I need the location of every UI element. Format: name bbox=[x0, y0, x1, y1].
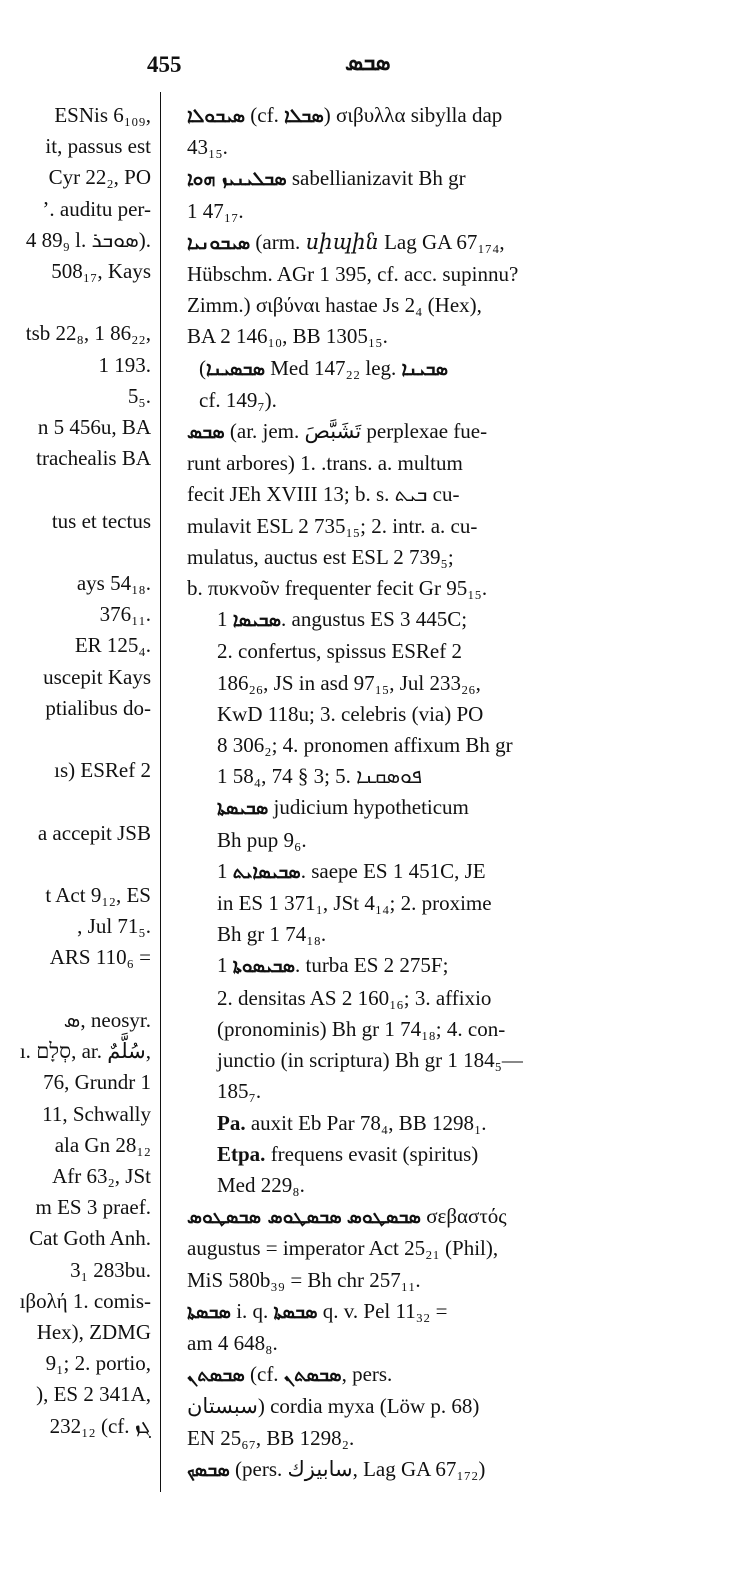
left-column-line: 11, Schwally bbox=[42, 1101, 151, 1126]
left-column-line: ıβολή 1. comis- bbox=[19, 1288, 151, 1313]
syriac-headword: ܣܒܝܣܘܬܐ bbox=[232, 955, 295, 978]
entry-line: 8 306₂; 4. pronomen affixum Bh gr bbox=[217, 733, 513, 758]
left-column-line bbox=[0, 537, 152, 568]
left-column-line: 1 193. bbox=[98, 352, 151, 377]
left-column-line: 9₁; 2. portio, bbox=[45, 1351, 151, 1376]
entry-line: Zimm.) σιβύναι hastae Js 2₄ (Hex), bbox=[187, 293, 482, 318]
left-column-line: ܣ, neosyr. bbox=[63, 1007, 151, 1032]
left-column-line: 5₅. bbox=[127, 383, 151, 408]
left-column-line: a accepit JSB bbox=[37, 820, 151, 845]
left-column-line: ıs) ESRef 2 bbox=[54, 758, 151, 783]
left-column-line: t Act 9₁₂, ES bbox=[45, 883, 151, 908]
left-column-line: trachealis BA bbox=[36, 446, 151, 471]
left-column bbox=[0, 100, 152, 1580]
syriac-headword: ܣܒܣܛܘܣ bbox=[346, 1206, 421, 1229]
left-column-line: 76, Grundr 1 bbox=[43, 1070, 151, 1095]
left-column-line: 232₁₂ (cf. ܓܙ bbox=[49, 1413, 151, 1438]
left-column-line: m ES 3 praef. bbox=[35, 1195, 151, 1220]
entry-sbsk-line: ܣܒܣܟ (pers. سابيزك, Lag GA 67₁₇₂) bbox=[187, 1456, 486, 1481]
left-column-line: ESNis 6₁₀₉, bbox=[54, 103, 151, 127]
left-column-line: Afr 63₂, JSt bbox=[52, 1163, 151, 1188]
left-column-line bbox=[0, 287, 152, 318]
entry-sbs-line: ܣܒܣ (ar. jem. تَشَبَّصَ perplexae fue- bbox=[187, 419, 488, 444]
entry-line: 186₂₆, JS in asd 97₁₅, Jul 233₂₆, bbox=[217, 670, 481, 695]
left-column-line: ala Gn 28₁₂ bbox=[54, 1132, 151, 1157]
entry-line: 2. densitas AS 2 160₁₆; 3. affixio bbox=[217, 985, 492, 1010]
entry-line: MiS 580b₃₉ = Bh chr 257₁₁. bbox=[187, 1267, 421, 1292]
syriac-headword: ܣܒܠܝܢܝܙ ܗܘܐ bbox=[187, 168, 287, 191]
left-column-line: 4 89₉ l. ܣܘܒܪ). bbox=[25, 227, 151, 252]
left-column-line: 3₁ 283bu. bbox=[70, 1257, 151, 1282]
left-column-line bbox=[0, 724, 152, 755]
left-column-line bbox=[0, 474, 152, 505]
entry-line: 1 58₄, 74 § 3; 5. ܦܘܣܩܢܐ bbox=[217, 764, 422, 789]
entry-sibynai-line: ܣܝܒܘܢܝܐ (arm. սիպին Lag GA 67₁₇₄, bbox=[187, 229, 505, 254]
syriac-headword: ܣܒܣܬܢ bbox=[187, 1364, 245, 1387]
entry-sbsta-line: ܣܒܣܬܐ i. q. ܣܒܣܬܐ q. v. Pel 11₃₂ = bbox=[187, 1298, 448, 1323]
entry-line: am 4 648₈. bbox=[187, 1330, 278, 1355]
entry-sbisa-line: ܣܒܝܣܐ 1. angustus ES 3 445C; bbox=[217, 607, 468, 632]
left-column-line: Hex), ZDMG bbox=[36, 1319, 151, 1344]
entry-sibylla-line: ܣܝܒܘܠܐ (cf. ܣܒܠܐ) σιβυλλα sibylla dap bbox=[187, 103, 503, 127]
entry-line: mulatus, auctus est ESL 2 739₅; bbox=[187, 544, 454, 569]
entry-line: fecit JEh XVIII 13; b. s. ܒܝܬ cu- bbox=[187, 482, 460, 507]
entry-line: EN 25₆₇, BB 1298₂. bbox=[187, 1425, 355, 1450]
entry-line: KwD 118u; 3. celebris (via) PO bbox=[217, 701, 484, 726]
left-column-line: n 5 456u, BA bbox=[37, 415, 151, 440]
syriac-headword: ܣܒܝܣܐܝܬ bbox=[232, 860, 301, 883]
left-column-line: ʼ. auditu per- bbox=[42, 196, 151, 221]
entry-line: 185₇. bbox=[217, 1079, 262, 1104]
entry-line: (ܣܒܣܝܢܐ Med 147₂₂ leg. ܣܒܝܢܐ bbox=[199, 355, 449, 380]
entry-line: (pronominis) Bh gr 1 74₁₈; 4. con- bbox=[217, 1016, 506, 1041]
entry-line: cf. 149₇). bbox=[199, 387, 277, 412]
syriac-headword: ܣܒܣܬܐ bbox=[187, 1300, 231, 1323]
entry-pa-line: Pa. auxit Eb Par 78₄, BB 1298₁. bbox=[217, 1110, 487, 1135]
entry-line: ܣܒܝܣܬܐ judicium hypotheticum bbox=[217, 795, 469, 820]
right-column bbox=[187, 100, 580, 1580]
left-column-line: ARS 110₆ = bbox=[49, 945, 151, 970]
entry-sabell-line: ܣܒܠܝܢܝܙ ܗܘܐ sabellianizavit Bh gr bbox=[187, 166, 466, 191]
syriac-headword: ܣܒܣ bbox=[187, 421, 225, 444]
column-divider bbox=[160, 92, 161, 1492]
syriac-headword: ܣܒܝܣܐ bbox=[232, 609, 282, 632]
left-column-line bbox=[0, 974, 152, 1005]
entry-line: in ES 1 371₁, JSt 4₁₄; 2. proxime bbox=[217, 891, 492, 916]
entry-sebastos-line: ܣܒܣܛܘܣ ܣܒܣܛܘܣ ܣܒܣܛܘܣ σεβαστός bbox=[187, 1204, 507, 1229]
stem-label: Pa. bbox=[217, 1110, 246, 1135]
entry-sbisait-line: ܣܒܝܣܐܝܬ 1. saepe ES 1 451C, JE bbox=[217, 858, 486, 883]
left-column-line bbox=[0, 786, 152, 817]
entry-sbisuta-line: ܣܒܝܣܘܬܐ 1. turba ES 2 275F; bbox=[217, 953, 449, 978]
left-column-line: ), ES 2 341A, bbox=[36, 1382, 151, 1407]
entry-line: mulavit ESL 2 735₁₅; 2. intr. a. cu- bbox=[187, 513, 478, 538]
left-column-line: ER 125₄. bbox=[74, 633, 151, 658]
left-column-line: ı. סְלָם, ar. سُلَّمٌ, bbox=[19, 1039, 151, 1064]
page-header bbox=[0, 48, 750, 82]
entry-sbstan-line: ܣܒܣܬܢ (cf. ܣܒܣܬܢ, pers. bbox=[187, 1362, 393, 1387]
entry-line: augustus = imperator Act 25₂₁ (Phil), bbox=[187, 1236, 499, 1261]
left-column-line: it, passus est bbox=[45, 134, 151, 159]
entry-line: runt arbores) 1. .trans. a. multum bbox=[187, 451, 463, 476]
page-number: 455 bbox=[147, 52, 182, 77]
left-column-line: uscepit Kays bbox=[43, 664, 151, 689]
left-column-line: , Jul 71₅. bbox=[77, 914, 151, 939]
entry-line: سبستان) cordia myxa (Löw p. 68) bbox=[187, 1394, 480, 1419]
left-column-line bbox=[0, 849, 152, 880]
syriac-headword: ܣܝܒܘܠܐ bbox=[187, 105, 246, 127]
left-column-line: tus et tectus bbox=[51, 508, 151, 533]
running-head: ܣܒܣ bbox=[345, 50, 391, 75]
entry-etpa-line: Etpa. frequens evasit (spiritus) bbox=[217, 1141, 479, 1166]
entry-line: junctio (in scriptura) Bh gr 1 184₅— bbox=[217, 1048, 523, 1073]
left-column-line: Cyr 22₂, PO bbox=[48, 165, 151, 190]
entry-line: Med 229₈. bbox=[217, 1172, 305, 1197]
entry-line: 43₁₅. bbox=[187, 135, 228, 160]
entry-line: Hübschm. AGr 1 395, cf. acc. supinnu? bbox=[187, 262, 519, 287]
left-column-line: 508₁₇, Kays bbox=[51, 259, 151, 284]
entry-line: 2. confertus, spissus ESRef 2 bbox=[217, 639, 462, 664]
left-column-line: tsb 22₈, 1 86₂₂, bbox=[25, 321, 151, 346]
entry-line: b. πυκνοῦν frequenter fecit Gr 95₁₅. bbox=[187, 576, 488, 601]
stem-label: Etpa. bbox=[217, 1141, 266, 1166]
syriac-headword: ܣܒܣܟ bbox=[187, 1458, 230, 1481]
left-column-line: ptialibus do- bbox=[45, 695, 151, 720]
entry-line: 1 47₁₇. bbox=[187, 198, 244, 223]
syriac-headword: ܣܝܒܘܢܝܐ bbox=[187, 231, 251, 254]
entry-line: Bh gr 1 74₁₈. bbox=[217, 922, 327, 947]
entry-line: Bh pup 9₆. bbox=[217, 827, 307, 852]
left-column-line: Cat Goth Anh. bbox=[29, 1226, 151, 1251]
left-column-line: ays 54₁₈. bbox=[76, 571, 151, 596]
entry-line: BA 2 146₁₀, BB 1305₁₅. bbox=[187, 324, 388, 349]
left-column-line: 376₁₁. bbox=[99, 602, 151, 627]
